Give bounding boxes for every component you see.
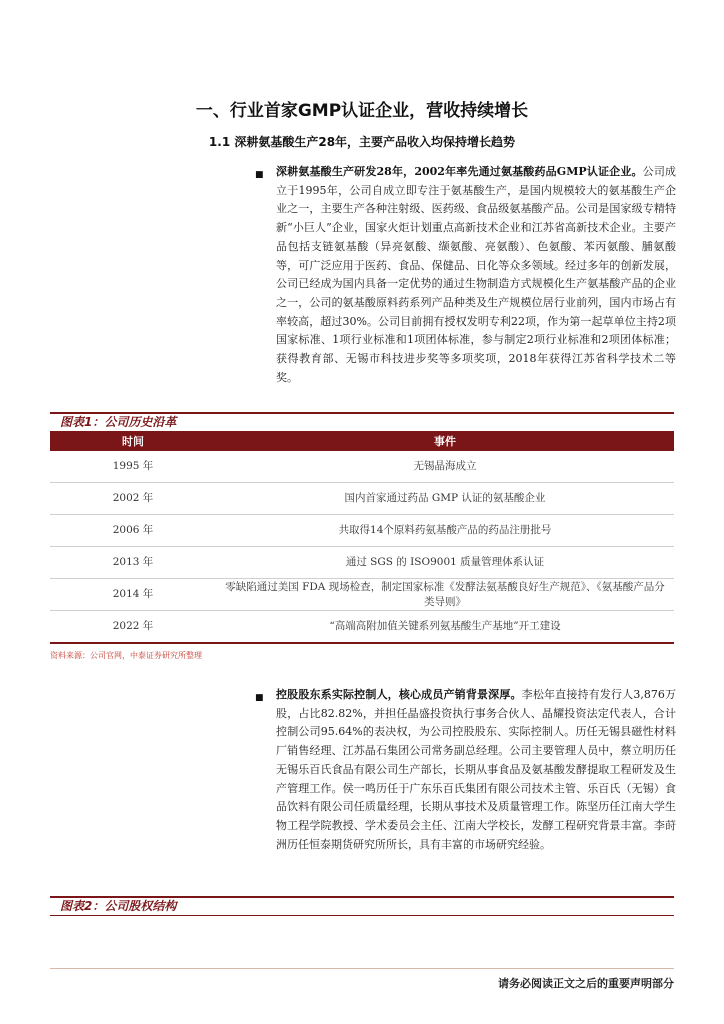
paragraph-shareholders bbox=[276, 686, 676, 854]
bullet-marker: ■ bbox=[255, 170, 264, 180]
table-row bbox=[50, 451, 674, 483]
paragraph-lead: 控股股东系实际控制人，核心成员产销背景深厚。 bbox=[276, 688, 522, 701]
figure-2-title: 图表2：公司股权结构 bbox=[50, 896, 674, 916]
table-row bbox=[50, 515, 674, 547]
history-table bbox=[50, 431, 674, 644]
figure-1-source: 资料来源：公司官网，中泰证券研究所整理 bbox=[50, 651, 202, 660]
subsection-title: 1.1 深耕氨基酸生产28年，主要产品收入均保持增长趋势 bbox=[208, 135, 516, 149]
bullet-marker: ■ bbox=[255, 693, 264, 703]
paragraph-body: 公司成立于1995年，公司自成立即专注于氨基酸生产，是国内规模较大的氨基酸生产企业之一，主要生产各种注射级、医药级、食品级氨基酸产品。公司是国家级专精特新“小巨人”企业，国家火炬计划重点高新技术企业和江苏省高新技术企业。主要产品包括支链氨基酸（异亮氨酸、缬氨酸、亮氨酸）、色氨酸、苯丙氨酸、脯氨酸等，可广泛应用于医药、食品、保健品、日化等众多领域。经过多年的创新发展，公司已经成为国内具备一定优势的通过生物制造方式规模化生产氨基酸产品的企业之一，公司的氨基酸原料药系列产品种类及生产规模位居行业前列，国内市场占有率较高，超过30%。公司目前拥有授权发明专利22项，作为第一起草单位主持2项国家标准、1项行业标准和1项团体标准，参与制定2项行业标准和2项团体标准；获得教育部、无锡市科技进步奖等多项奖项，2018年获得江苏省科学技术二等奖。 bbox=[276, 165, 677, 384]
table-row bbox=[50, 483, 674, 515]
row-event: 共取得14个原料药氨基酸产品的药品注册批号 bbox=[216, 515, 674, 547]
table-row bbox=[50, 611, 674, 644]
footer-disclaimer: 请务必阅读正文之后的重要声明部分 bbox=[498, 977, 674, 990]
table-header-row bbox=[50, 431, 674, 451]
footer-divider bbox=[50, 968, 674, 969]
paragraph-lead: 深耕氨基酸生产研发28年，2002年率先通过氨基酸药品GMP认证企业。 bbox=[276, 165, 643, 178]
figure-1-title: 图表1：公司历史沿革 bbox=[50, 412, 674, 432]
row-time: 2002 年 bbox=[50, 483, 216, 515]
paragraph-company-history bbox=[276, 163, 676, 387]
header-time: 时间 bbox=[50, 431, 216, 451]
row-event: 国内首家通过药品 GMP 认证的氨基酸企业 bbox=[216, 483, 674, 515]
row-time: 2022 年 bbox=[50, 611, 216, 644]
table-row bbox=[50, 547, 674, 579]
table-row bbox=[50, 579, 674, 611]
row-event: 零缺陷通过美国 FDA 现场检查，制定国家标准《发酵法氨基酸良好生产规范》、《氨基酸产品分类导则》 bbox=[216, 579, 674, 611]
section-title: 一、行业首家GMP认证企业，营收持续增长 bbox=[195, 101, 529, 121]
row-time: 2013 年 bbox=[50, 547, 216, 579]
paragraph-body: 李松年直接持有发行人3,876万股，占比82.82%，并担任晶盛投资执行事务合伙人、晶耀投资法定代表人，合计控制公司95.64%的表决权，为公司控股股东、实际控制人。历任无锡县磁性材料厂销售经理、江苏晶石集团公司常务副总经理。公司主要管理人员中，蔡立明历任无锡乐百氏食品有限公司生产部长，长期从事食品及氨基酸发酵提取工程研发及生产管理工作。侯一鸣历任于广东乐百氏集团有限公司技术主管、乐百氏（无锡）食品饮料有限公司任质量经理，长期从事技术及质量管理工作。陈坚历任江南大学生物工程学院教授、学术委员会主任、江南大学校长，发酵工程研究背景丰富。李莳洲历任恒泰期货研究所所长，具有丰富的市场研究经验。 bbox=[276, 688, 676, 851]
row-time: 2006 年 bbox=[50, 515, 216, 547]
header-event: 事件 bbox=[216, 431, 674, 451]
row-time: 2014 年 bbox=[50, 579, 216, 611]
row-event: 通过 SGS 的 ISO9001 质量管理体系认证 bbox=[216, 547, 674, 579]
row-time: 1995 年 bbox=[50, 451, 216, 483]
row-event: “高端高附加值关键系列氨基酸生产基地”开工建设 bbox=[216, 611, 674, 644]
row-event: 无锡晶海成立 bbox=[216, 451, 674, 483]
